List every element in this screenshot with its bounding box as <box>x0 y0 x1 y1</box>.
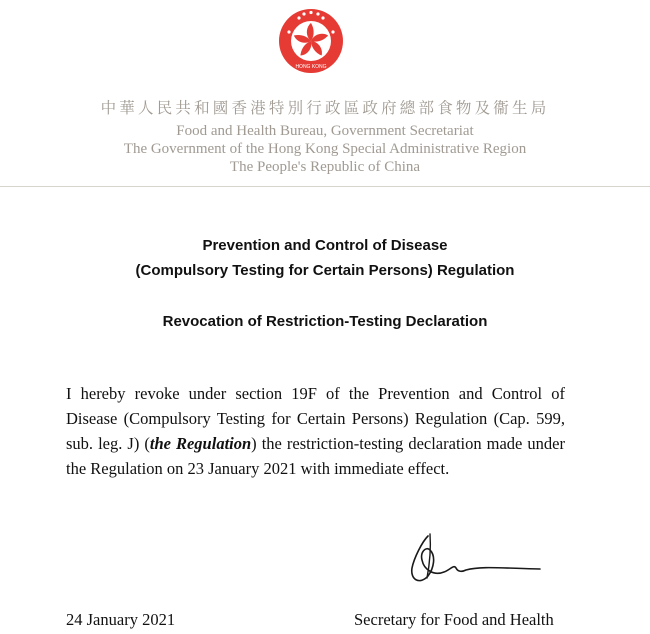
regulation-title-line1: Prevention and Control of Disease <box>202 237 448 254</box>
statement-part2: ) the restriction-testing declaration made under the Regulation on 23 January 2021 with immediate effect. <box>66 434 565 478</box>
country-name: The People's Republic of China <box>229 159 421 175</box>
revocation-statement <box>66 381 565 481</box>
signer-title: Secretary for Food and Health <box>354 610 554 629</box>
signature-icon <box>400 528 550 590</box>
emblem-text: HONG KONG <box>295 64 327 70</box>
government-name: The Government of the Hong Kong Special Administrative Region <box>123 141 527 157</box>
bureau-name: Food and Health Bureau, Government Secretariat <box>176 123 474 139</box>
document-date: 24 January 2021 <box>66 610 176 629</box>
chinese-bureau-title: 中華人民共和國香港特別行政區政府總部食物及衞生局 <box>100 99 550 117</box>
regulation-title-line2: (Compulsory Testing for Certain Persons) Regulation <box>135 262 515 279</box>
letterhead-divider <box>0 186 650 187</box>
document-subtitle: Revocation of Restriction-Testing Declaration <box>162 313 488 330</box>
defined-term: the Regulation <box>149 434 252 453</box>
hong-kong-emblem-icon <box>278 8 344 74</box>
statement-part1: I hereby revoke under section 19F of the Prevention and Control of Disease (Compulsory Testing for Certain Persons) Regulation (Cap. 599, sub. leg. J) ( <box>66 384 565 453</box>
letterhead <box>0 0 650 187</box>
